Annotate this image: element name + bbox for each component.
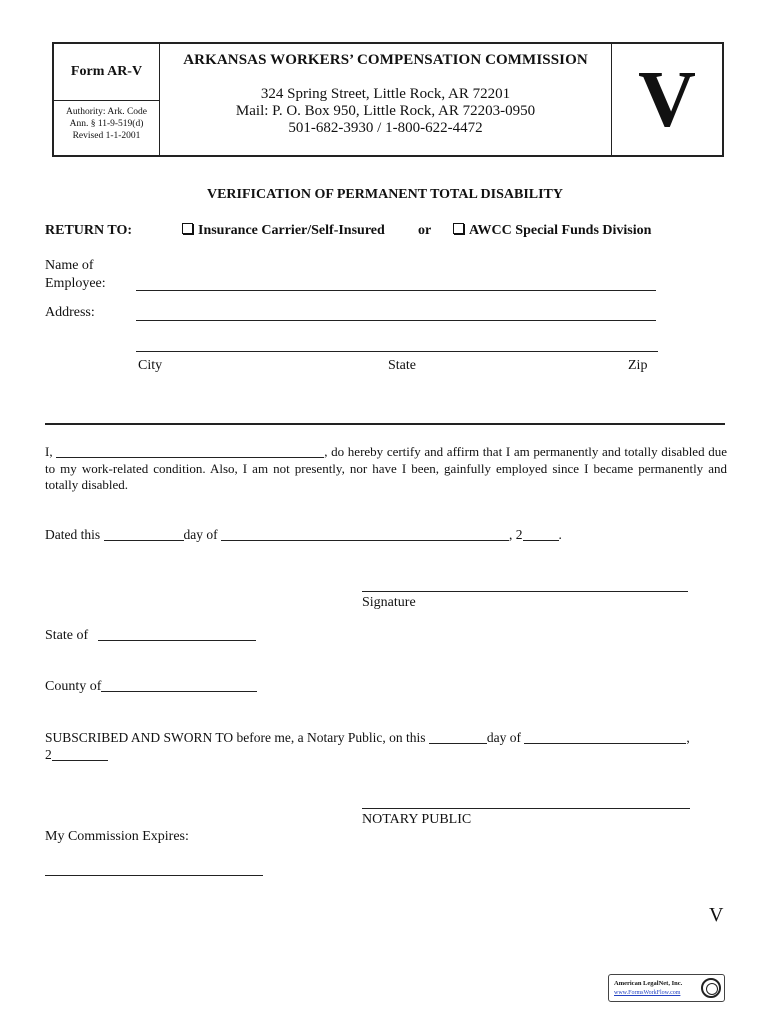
address-line-1[interactable]	[136, 320, 656, 321]
form-id-panel	[54, 44, 160, 155]
agency-name: ARKANSAS WORKERS’ COMPENSATION COMMISSION	[183, 52, 588, 68]
address-label: Address:	[45, 305, 95, 320]
checkbox-awcc[interactable]	[453, 223, 464, 234]
agency-address	[160, 86, 611, 137]
signature-line[interactable]	[362, 591, 688, 592]
dated-day-line[interactable]	[104, 528, 184, 541]
return-option-insurance[interactable]	[182, 223, 385, 239]
city-label: City	[138, 358, 163, 373]
dated-line	[45, 527, 562, 543]
publisher-url[interactable]: www.FormsWorkFlow.com	[614, 990, 681, 996]
dated-day-of: day of	[183, 527, 218, 542]
signature-label: Signature	[362, 595, 416, 610]
authority-line: Authority: Ark. Code	[65, 107, 147, 117]
cert-text: , do hereby certify and affirm that I am permanently and totally disabled due to my work-related condition. Also, I am not presently, nor have I been, gainfully employed since I became permanently and totally disabled.	[45, 444, 727, 492]
authority-note	[54, 106, 159, 142]
publisher-logo	[608, 974, 725, 1002]
agency-panel	[160, 44, 612, 155]
county-of-line[interactable]	[101, 679, 257, 692]
cert-prefix: I,	[45, 444, 53, 459]
address-line-2[interactable]	[136, 351, 658, 352]
footer-letter: V	[709, 904, 724, 926]
notary-label: NOTARY PUBLIC	[362, 812, 472, 827]
notary-signature-line[interactable]	[362, 808, 690, 809]
county-of-row	[45, 679, 257, 695]
dated-year-prefix: , 2	[509, 527, 523, 542]
checkbox-insurance[interactable]	[182, 223, 193, 234]
sworn-day-of: day of	[486, 730, 521, 745]
employee-name-line[interactable]	[136, 290, 656, 291]
state-of-row	[45, 628, 256, 644]
revision-line: Revised 1-1-2001	[72, 131, 141, 141]
phone-line: 501-682-3930 / 1-800-622-4472	[288, 120, 483, 136]
certification-paragraph	[45, 444, 727, 494]
authority-line: Ann. § 11-9-519(d)	[69, 119, 144, 129]
commission-expires-line[interactable]	[45, 875, 263, 876]
dated-prefix: Dated this	[45, 527, 101, 542]
sworn-text: SUBSCRIBED AND SWORN TO before me, a Notary Public, on this	[45, 730, 426, 745]
dated-month-line[interactable]	[221, 528, 509, 541]
form-letter: V	[638, 55, 696, 144]
sworn-statement	[45, 729, 727, 763]
option-label: AWCC Special Funds Division	[469, 223, 652, 238]
name-label-line: Employee:	[45, 276, 106, 291]
sworn-month-line[interactable]	[524, 731, 686, 744]
seal-icon	[701, 978, 721, 998]
sworn-year-prefix: 2	[45, 747, 52, 762]
state-of-line[interactable]	[98, 628, 256, 641]
sworn-day-line[interactable]	[429, 731, 487, 744]
address-line: 324 Spring Street, Little Rock, AR 72201	[260, 86, 511, 102]
dated-end: .	[558, 527, 562, 542]
sworn-year-line[interactable]	[52, 748, 108, 761]
return-to-label: RETURN TO:	[45, 223, 133, 238]
commission-expires-label: My Commission Expires:	[45, 829, 189, 844]
sworn-comma: ,	[686, 730, 690, 745]
publisher-name: American LegalNet, Inc.	[614, 980, 683, 987]
form-header	[52, 42, 724, 157]
certifier-name-line[interactable]	[56, 445, 324, 458]
or-text: or	[418, 223, 432, 238]
name-label	[45, 257, 106, 293]
zip-label: Zip	[628, 358, 648, 373]
address-line: Mail: P. O. Box 950, Little Rock, AR 72203-0950	[235, 103, 536, 119]
state-label: State	[388, 358, 416, 373]
name-label-line: Name of	[45, 258, 94, 273]
return-option-awcc[interactable]	[453, 223, 651, 239]
section-divider	[45, 423, 725, 425]
form-title: VERIFICATION OF PERMANENT TOTAL DISABILITY	[206, 187, 564, 202]
dated-year-line[interactable]	[523, 528, 559, 541]
county-of-label: County of	[45, 679, 102, 694]
state-of-label: State of	[45, 628, 89, 643]
form-id: Form AR-V	[54, 44, 159, 101]
option-label: Insurance Carrier/Self-Insured	[198, 223, 385, 238]
